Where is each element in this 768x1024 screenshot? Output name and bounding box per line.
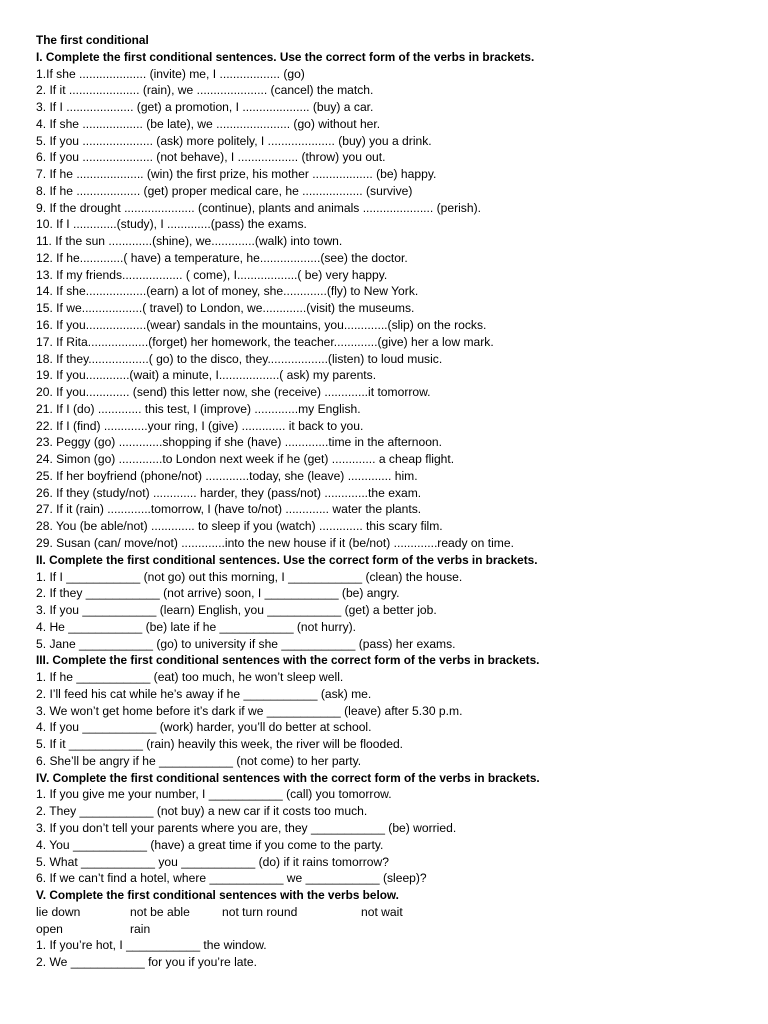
exercise-item: 6. She’ll be angry if he ___________ (not come) to her party. <box>36 753 362 768</box>
exercise-item: 1.If she .................... (invite) me, I .................. (go) <box>36 66 305 81</box>
exercise-item: 3. If you don’t tell your parents where you are, they ___________ (be) worried. <box>36 820 457 835</box>
exercise-item: 10. If I .............(study), I .............(pass) the exams. <box>36 217 307 232</box>
worksheet-page <box>36 32 736 971</box>
exercise-item: 3. If you ___________ (learn) English, you ___________ (get) a better job. <box>36 603 437 618</box>
exercise-item: 2. We ___________ for you if you’re late. <box>36 955 257 970</box>
exercise-item: 8. If he ................... (get) proper medical care, he .................. (survive) <box>36 183 413 198</box>
exercise-item: 20. If you............. (send) this letter now, she (receive) .............it tomorrow. <box>36 385 431 400</box>
exercise-item: 24. Simon (go) .............to London next week if he (get) ............. a cheap flight. <box>36 452 455 467</box>
exercise-item: 13. If my friends.................. ( come), I..................( be) very happy. <box>36 267 388 282</box>
exercise-item: 7. If he .................... (win) the first prize, his mother .................. (be) happy. <box>36 167 437 182</box>
exercise-item: 4. You ___________ (have) a great time if you come to the party. <box>36 837 384 852</box>
exercise-item: 5. Jane ___________ (go) to university if she ___________ (pass) her exams. <box>36 636 456 651</box>
exercise-item: 26. If they (study/not) ............. harder, they (pass/not) .............the exam. <box>36 485 422 500</box>
exercise-item: 12. If he.............( have) a temperature, he..................(see) the doctor. <box>36 250 408 265</box>
exercise-item: 27. If it (rain) .............tomorrow, I (have to/not) ............. water the plants. <box>36 502 422 517</box>
section-heading: V. Complete the first conditional sentences with the verbs below. <box>36 888 399 903</box>
section-2 <box>36 552 736 653</box>
exercise-item: 21. If I (do) ............. this test, I (improve) .............my English. <box>36 401 361 416</box>
section-heading: I. Complete the first conditional sentences. Use the correct form of the verbs in brackets. <box>36 49 535 64</box>
exercise-item: 1. If you give me your number, I ___________ (call) you tomorrow. <box>36 787 392 802</box>
exercise-item: 1. If I ___________ (not go) out this morning, I ___________ (clean) the house. <box>36 569 463 584</box>
exercise-item: 19. If you.............(wait) a minute, I..................( ask) my parents. <box>36 368 377 383</box>
exercise-item: 25. If her boyfriend (phone/not) .............today, she (leave) ............. him. <box>36 468 418 483</box>
section-3 <box>36 652 736 769</box>
exercise-item: 2. If it ..................... (rain), we ..................... (cancel) the match. <box>36 83 374 98</box>
section-4 <box>36 770 736 887</box>
exercise-item: 23. Peggy (go) .............shopping if she (have) .............time in the afternoon. <box>36 435 443 450</box>
exercise-item: 3. We won’t get home before it’s dark if we ___________ (leave) after 5.30 p.m. <box>36 703 463 718</box>
section-heading: II. Complete the first conditional sentences. Use the correct form of the verbs in brackets. <box>36 552 538 567</box>
exercise-item: 18. If they..................( go) to the disco, they..................(listen) to loud music. <box>36 351 443 366</box>
section-heading: IV. Complete the first conditional sentences with the correct form of the verbs in brackets. <box>36 770 540 785</box>
exercise-item: 4. If she .................. (be late), we ...................... (go) without her. <box>36 116 381 131</box>
exercise-item: 2. I’ll feed his cat while he’s away if he ___________ (ask) me. <box>36 686 372 701</box>
exercise-item: 5. If you ..................... (ask) more politely, I .................... (buy) you a drink. <box>36 133 432 148</box>
exercise-item: 28. You (be able/not) ............. to sleep if you (watch) ............. this scary film. <box>36 519 443 534</box>
exercise-item: 4. If you ___________ (work) harder, you’ll do better at school. <box>36 720 372 735</box>
section-5 <box>36 887 736 971</box>
exercise-item: 15. If we..................( travel) to London, we.............(visit) the museums. <box>36 301 415 316</box>
section-1 <box>36 49 736 552</box>
word-bank-item: not turn round <box>222 904 298 919</box>
exercise-item: 6. If you ..................... (not behave), I .................. (throw) you out. <box>36 150 386 165</box>
exercise-item: 16. If you..................(wear) sandals in the mountains, you.............(slip) on the rocks. <box>36 318 487 333</box>
word-bank-item: open <box>36 921 63 936</box>
word-bank-item: rain <box>130 921 151 936</box>
exercise-item: 22. If I (find) .............your ring, I (give) ............. it back to you. <box>36 418 364 433</box>
word-bank-item: lie down <box>36 904 81 919</box>
word-bank-item: not wait <box>361 904 403 919</box>
exercise-item: 14. If she..................(earn) a lot of money, she.............(fly) to New York. <box>36 284 419 299</box>
word-bank-item: not be able <box>130 904 190 919</box>
exercise-item: 9. If the drought ..................... (continue), plants and animals ..................... (perish). <box>36 200 481 215</box>
exercise-item: 2. If they ___________ (not arrive) soon, I ___________ (be) angry. <box>36 586 400 601</box>
exercise-item: 29. Susan (can/ move/not) .............into the new house if it (be/not) .............ready on time. <box>36 535 514 550</box>
exercise-item: 4. He ___________ (be) late if he ___________ (not hurry). <box>36 619 357 634</box>
exercise-item: 1. If you’re hot, I ___________ the window. <box>36 938 267 953</box>
exercise-item: 17. If Rita..................(forget) her homework, the teacher.............(give) her a low mark. <box>36 334 494 349</box>
exercise-item: 5. What ___________ you ___________ (do) if it rains tomorrow? <box>36 854 389 869</box>
exercise-item: 2. They ___________ (not buy) a new car if it costs too much. <box>36 804 368 819</box>
exercise-item: 6. If we can’t find a hotel, where ___________ we ___________ (sleep)? <box>36 871 427 886</box>
word-bank <box>36 904 736 938</box>
exercise-item: 1. If he ___________ (eat) too much, he won’t sleep well. <box>36 670 344 685</box>
exercise-item: 11. If the sun .............(shine), we.............(walk) into town. <box>36 234 343 249</box>
section-heading: III. Complete the first conditional sentences with the correct form of the verbs in brackets. <box>36 653 540 668</box>
exercise-item: 5. If it ___________ (rain) heavily this week, the river will be flooded. <box>36 737 404 752</box>
exercise-item: 3. If I .................... (get) a promotion, I .................... (buy) a car. <box>36 100 374 115</box>
worksheet-title: The first conditional <box>36 33 149 47</box>
